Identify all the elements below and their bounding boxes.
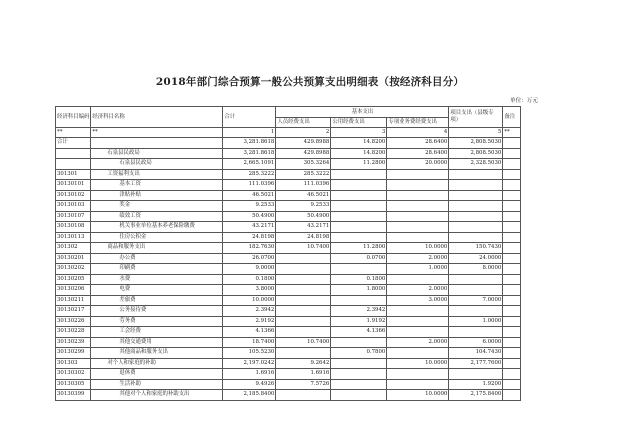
personnel-cell: 7.5726	[276, 379, 331, 390]
total-cell: 2.9192	[223, 316, 276, 327]
table-row	[56, 348, 521, 359]
project-cell	[449, 180, 503, 191]
total-cell: 285.3222	[223, 169, 276, 180]
header-basic: 基本支出	[276, 107, 449, 118]
personnel-cell: 429.8988	[276, 138, 331, 149]
note-cell	[503, 159, 521, 170]
table-row	[56, 211, 521, 222]
name-cell: 石泉县民政局	[91, 148, 223, 159]
project-cell: 7.0000	[449, 295, 503, 306]
header-note: 备注	[503, 107, 521, 128]
note-cell	[503, 190, 521, 201]
name-cell: 劳务费	[91, 316, 223, 327]
header-public: 公用经费支出	[331, 118, 387, 128]
table-row	[56, 190, 521, 201]
note-cell	[503, 232, 521, 243]
header-code: 经济科目编码	[56, 107, 91, 128]
note-cell	[503, 211, 521, 222]
note-cell	[503, 327, 521, 338]
project-cell: 104.7430	[449, 348, 503, 359]
table-row	[56, 379, 521, 390]
note-cell	[503, 348, 521, 359]
personnel-cell	[276, 295, 331, 306]
code-cell	[56, 148, 91, 159]
code-cell	[56, 159, 91, 170]
total-cell: 26.0700	[223, 253, 276, 264]
code-cell: 30130211	[56, 295, 91, 306]
project-cell: 2,808.5030	[449, 148, 503, 159]
table-row	[56, 358, 521, 369]
name-cell: 绩效工资	[91, 211, 223, 222]
special-cell	[387, 316, 449, 327]
note-cell	[503, 243, 521, 254]
header-special: 专项业务费经费支出	[387, 118, 449, 128]
table-row	[56, 159, 521, 170]
public-cell	[331, 264, 387, 275]
header-row-1	[56, 107, 521, 118]
name-cell: 商品和服务支出	[91, 243, 223, 254]
code-cell: 301303	[56, 358, 91, 369]
special-cell: 20.0000	[387, 159, 449, 170]
special-cell	[387, 180, 449, 191]
note-cell	[503, 379, 521, 390]
personnel-cell: 46.5021	[276, 190, 331, 201]
index-cell: 4	[387, 128, 449, 138]
public-cell	[331, 337, 387, 348]
total-cell: 2,665.1091	[223, 159, 276, 170]
personnel-cell: 10.7400	[276, 337, 331, 348]
personnel-cell: 429.8988	[276, 148, 331, 159]
personnel-cell: 285.3222	[276, 169, 331, 180]
project-cell	[449, 274, 503, 285]
public-cell: 0.7800	[331, 348, 387, 359]
personnel-cell: 111.0396	[276, 180, 331, 191]
name-cell: 印刷费	[91, 264, 223, 275]
special-cell: 10.0000	[387, 358, 449, 369]
project-cell: 2,177.7600	[449, 358, 503, 369]
code-cell: 30130103	[56, 201, 91, 212]
note-cell	[503, 358, 521, 369]
note-cell	[503, 285, 521, 296]
personnel-cell: 50.4900	[276, 211, 331, 222]
personnel-cell	[276, 306, 331, 317]
total-cell: 9.4926	[223, 379, 276, 390]
code-cell: 30130201	[56, 253, 91, 264]
personnel-cell: 10.7400	[276, 243, 331, 254]
note-cell	[503, 138, 521, 149]
personnel-cell: 9.2533	[276, 201, 331, 212]
public-cell: 14.8200	[331, 148, 387, 159]
public-cell	[331, 190, 387, 201]
project-cell	[449, 222, 503, 233]
public-cell: 14.8200	[331, 138, 387, 149]
code-cell: 30130113	[56, 232, 91, 243]
special-cell	[387, 327, 449, 338]
note-cell	[503, 369, 521, 380]
personnel-cell	[276, 253, 331, 264]
name-cell: 电费	[91, 285, 223, 296]
name-cell: 办公费	[91, 253, 223, 264]
code-cell: 30130239	[56, 337, 91, 348]
special-cell	[387, 201, 449, 212]
note-cell	[503, 148, 521, 159]
personnel-cell	[276, 264, 331, 275]
header-project: 项目支出（县级专项）	[449, 107, 503, 128]
table-row	[56, 285, 521, 296]
name-cell: 其他交通费用	[91, 337, 223, 348]
name-cell: 对个人和家庭的补助	[91, 358, 223, 369]
public-cell	[331, 222, 387, 233]
table-row	[56, 222, 521, 233]
code-cell: 30130399	[56, 390, 91, 401]
code-cell: 30130206	[56, 285, 91, 296]
code-cell: 30130102	[56, 190, 91, 201]
table-row	[56, 201, 521, 212]
special-cell	[387, 348, 449, 359]
header-personnel: 人员经费支出	[276, 118, 331, 128]
code-cell: 30130107	[56, 211, 91, 222]
public-cell	[331, 169, 387, 180]
public-cell	[331, 232, 387, 243]
unit-label: 单位：万元	[510, 98, 538, 104]
total-cell: 9.2533	[223, 201, 276, 212]
special-cell: 2.0000	[387, 253, 449, 264]
table-row	[56, 138, 521, 149]
public-cell: 0.0700	[331, 253, 387, 264]
project-cell: 8.0000	[449, 264, 503, 275]
total-cell: 9.0000	[223, 264, 276, 275]
public-cell	[331, 201, 387, 212]
total-cell: 0.1800	[223, 274, 276, 285]
code-cell: 301302	[56, 243, 91, 254]
project-cell	[449, 285, 503, 296]
header-total: 合计	[223, 107, 276, 128]
public-cell	[331, 180, 387, 191]
special-cell	[387, 379, 449, 390]
public-cell: 1.8000	[331, 285, 387, 296]
total-cell: 3,281.8618	[223, 148, 276, 159]
total-cell: 1.6916	[223, 369, 276, 380]
personnel-cell	[276, 274, 331, 285]
name-cell: 水费	[91, 274, 223, 285]
table-row	[56, 180, 521, 191]
header-name: 经济科目名称	[91, 107, 223, 128]
public-cell	[331, 379, 387, 390]
personnel-cell	[276, 285, 331, 296]
public-cell: 11.2800	[331, 243, 387, 254]
index-cell: **	[503, 128, 521, 138]
index-row	[56, 128, 521, 138]
name-cell: 住房公积金	[91, 232, 223, 243]
table-row	[56, 264, 521, 275]
personnel-cell	[276, 348, 331, 359]
project-cell	[449, 369, 503, 380]
public-cell: 2.3942	[331, 306, 387, 317]
note-cell	[503, 201, 521, 212]
code-cell: 30130101	[56, 180, 91, 191]
name-cell: 石泉县民政局	[91, 159, 223, 170]
project-cell: 24.0000	[449, 253, 503, 264]
total-cell: 24.8198	[223, 232, 276, 243]
project-cell: 2,175.8400	[449, 390, 503, 401]
public-cell: 11.2800	[331, 159, 387, 170]
table-row	[56, 148, 521, 159]
index-cell: 1	[223, 128, 276, 138]
name-cell	[91, 138, 223, 149]
special-cell	[387, 211, 449, 222]
personnel-cell	[276, 390, 331, 401]
personnel-cell: 24.8198	[276, 232, 331, 243]
code-cell: 30130305	[56, 379, 91, 390]
index-cell: **	[91, 128, 223, 138]
code-cell: 30130302	[56, 369, 91, 380]
table-row	[56, 369, 521, 380]
total-cell: 43.2171	[223, 222, 276, 233]
table-row	[56, 253, 521, 264]
note-cell	[503, 306, 521, 317]
total-cell: 105.5230	[223, 348, 276, 359]
public-cell: 4.1366	[331, 327, 387, 338]
total-cell: 46.5021	[223, 190, 276, 201]
special-cell: 10.0000	[387, 243, 449, 254]
code-cell: 30130205	[56, 274, 91, 285]
table-row	[56, 306, 521, 317]
total-cell: 111.0396	[223, 180, 276, 191]
note-cell	[503, 253, 521, 264]
name-cell: 退休费	[91, 369, 223, 380]
total-cell: 3,281.8618	[223, 138, 276, 149]
total-cell: 2,185.8400	[223, 390, 276, 401]
special-cell	[387, 169, 449, 180]
note-cell	[503, 295, 521, 306]
name-cell: 其他商品和服务支出	[91, 348, 223, 359]
name-cell: 工资福利支出	[91, 169, 223, 180]
note-cell	[503, 390, 521, 401]
name-cell: 公务接待费	[91, 306, 223, 317]
index-cell: **	[56, 128, 91, 138]
name-cell: 差旅费	[91, 295, 223, 306]
total-cell: 10.0000	[223, 295, 276, 306]
public-cell: 0.1800	[331, 274, 387, 285]
total-cell: 3.8000	[223, 285, 276, 296]
public-cell	[331, 295, 387, 306]
total-cell: 18.7400	[223, 337, 276, 348]
table-row	[56, 390, 521, 401]
personnel-cell	[276, 327, 331, 338]
total-cell: 182.7630	[223, 243, 276, 254]
code-cell: 301301	[56, 169, 91, 180]
table-row	[56, 295, 521, 306]
special-cell	[387, 369, 449, 380]
special-cell	[387, 274, 449, 285]
special-cell: 28.6400	[387, 138, 449, 149]
note-cell	[503, 169, 521, 180]
personnel-cell	[276, 316, 331, 327]
note-cell	[503, 180, 521, 191]
project-cell	[449, 169, 503, 180]
note-cell	[503, 274, 521, 285]
project-cell: 2,808.5030	[449, 138, 503, 149]
table-row	[56, 274, 521, 285]
total-cell: 2.3942	[223, 306, 276, 317]
project-cell	[449, 211, 503, 222]
project-cell	[449, 190, 503, 201]
table-row	[56, 232, 521, 243]
name-cell: 机关事业单位基本养老保险缴费	[91, 222, 223, 233]
name-cell: 工会经费	[91, 327, 223, 338]
page-title: 2018年部门综合预算一般公共预算支出明细表（按经济科目分）	[155, 76, 465, 88]
code-cell: 30130226	[56, 316, 91, 327]
table-row	[56, 316, 521, 327]
budget-table	[55, 106, 521, 401]
personnel-cell: 9.2642	[276, 358, 331, 369]
note-cell	[503, 337, 521, 348]
code-cell: 30130217	[56, 306, 91, 317]
note-cell	[503, 222, 521, 233]
name-cell: 津贴补贴	[91, 190, 223, 201]
public-cell: 1.9192	[331, 316, 387, 327]
project-cell	[449, 306, 503, 317]
note-cell	[503, 316, 521, 327]
project-cell: 1.9200	[449, 379, 503, 390]
project-cell: 6.0000	[449, 337, 503, 348]
code-cell: 30130228	[56, 327, 91, 338]
special-cell	[387, 222, 449, 233]
project-cell: 1.0000	[449, 316, 503, 327]
special-cell: 10.0000	[387, 390, 449, 401]
project-cell: 150.7430	[449, 243, 503, 254]
code-cell: 30130202	[56, 264, 91, 275]
public-cell	[331, 390, 387, 401]
special-cell	[387, 232, 449, 243]
index-cell: 2	[276, 128, 331, 138]
name-cell: 生活补助	[91, 379, 223, 390]
index-cell: 3	[331, 128, 387, 138]
project-cell: 2,328.5030	[449, 159, 503, 170]
name-cell: 奖金	[91, 201, 223, 212]
code-cell: 30130108	[56, 222, 91, 233]
special-cell: 2.0000	[387, 285, 449, 296]
special-cell	[387, 190, 449, 201]
special-cell: 28.6400	[387, 148, 449, 159]
project-cell	[449, 327, 503, 338]
table-row	[56, 243, 521, 254]
personnel-cell: 1.6916	[276, 369, 331, 380]
special-cell: 3.0000	[387, 295, 449, 306]
project-cell	[449, 232, 503, 243]
total-cell: 4.1366	[223, 327, 276, 338]
code-cell: 合计	[56, 138, 91, 149]
table-row	[56, 327, 521, 338]
total-cell: 50.4900	[223, 211, 276, 222]
personnel-cell: 43.2171	[276, 222, 331, 233]
code-cell: 30130299	[56, 348, 91, 359]
table-row	[56, 169, 521, 180]
name-cell: 基本工资	[91, 180, 223, 191]
total-cell: 2,197.0242	[223, 358, 276, 369]
public-cell	[331, 369, 387, 380]
special-cell	[387, 306, 449, 317]
personnel-cell: 305.3264	[276, 159, 331, 170]
note-cell	[503, 264, 521, 275]
index-cell: 5	[449, 128, 503, 138]
special-cell: 1.0000	[387, 264, 449, 275]
table-row	[56, 337, 521, 348]
public-cell	[331, 211, 387, 222]
name-cell: 其他对个人和家庭的补助支出	[91, 390, 223, 401]
project-cell	[449, 201, 503, 212]
special-cell: 2.0000	[387, 337, 449, 348]
public-cell	[331, 358, 387, 369]
